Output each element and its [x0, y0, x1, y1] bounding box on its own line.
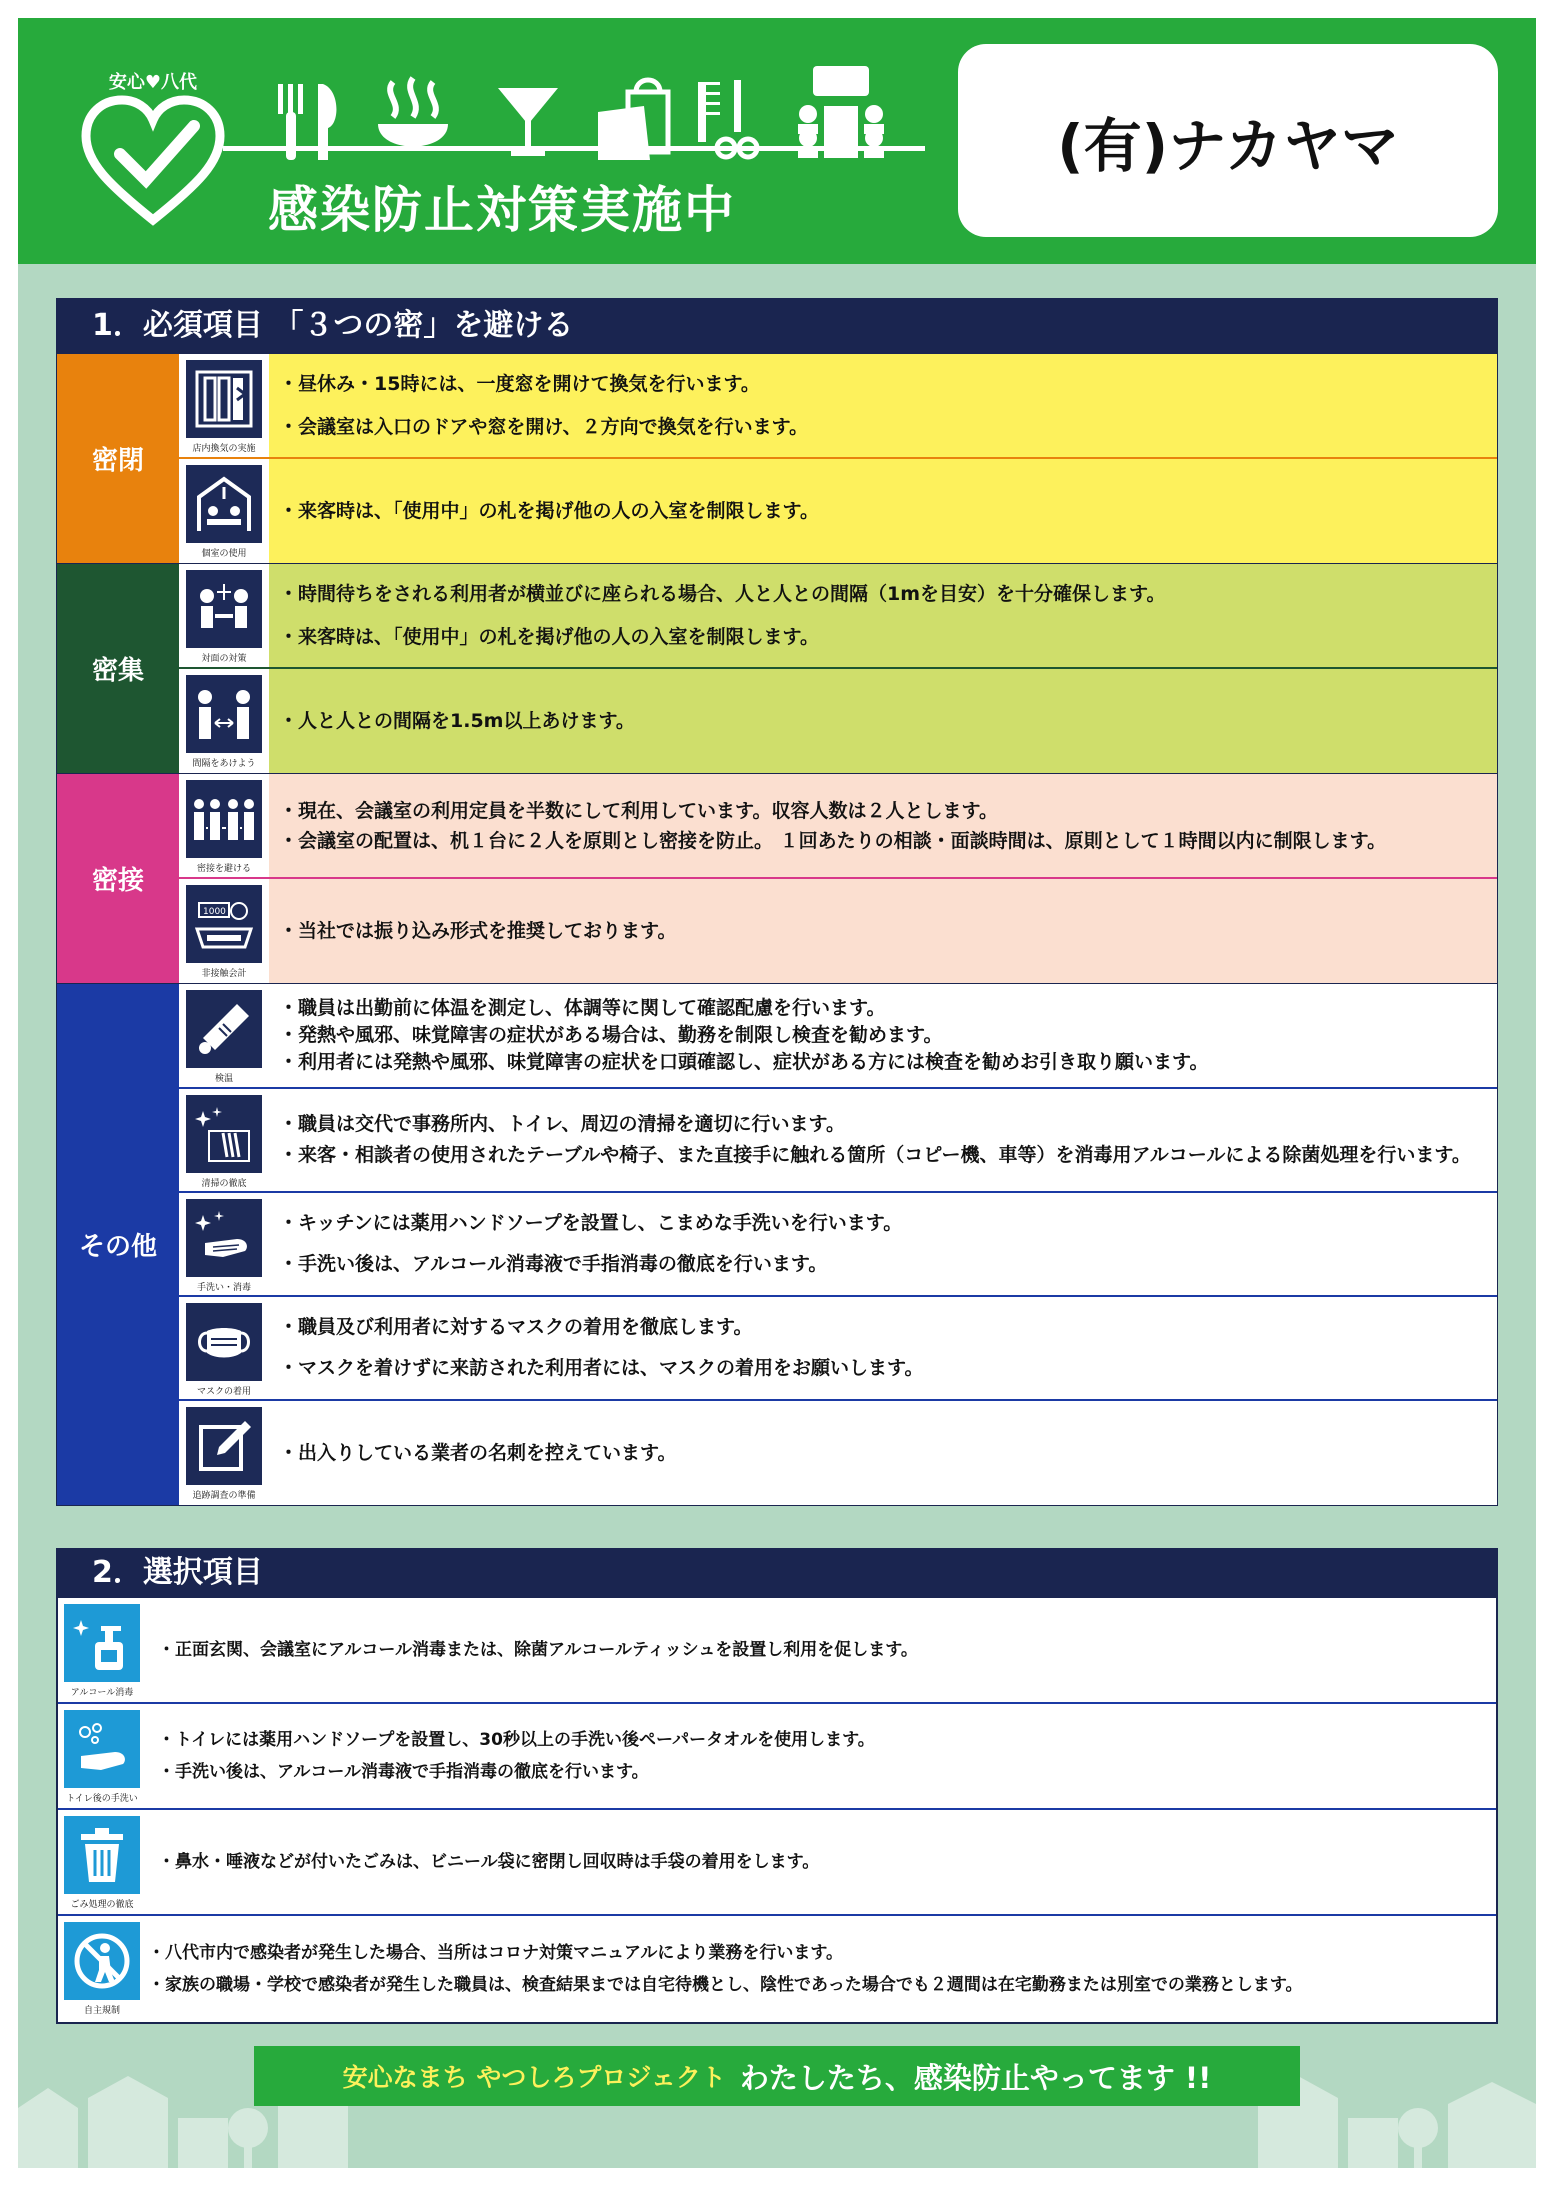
heart-check-icon [78, 92, 228, 232]
face-to-face-icon [186, 570, 262, 648]
group-label: その他 [57, 984, 179, 1505]
svg-text:1000: 1000 [203, 907, 226, 917]
optional-text: ・正面玄関、会議室にアルコール消毒または、除菌アルコールティッシュを設置し利用を促します。 [158, 1640, 918, 1660]
header-title: 感染防止対策実施中 [268, 181, 736, 239]
thermometer-icon [186, 990, 262, 1068]
footer-project: 安心なまち やつしろプロジェクト [342, 2063, 726, 2092]
measure-row [179, 669, 1497, 773]
toilet-hand-wash-icon [64, 1710, 140, 1788]
measure-text: ・会議室の配置は、机１台に２人を原則とし密接を防止。 １回あたりの相談・面談時間は、原則として１時間以内に制限します。 [279, 829, 1387, 852]
icon-caption: 店内換気の実施 [192, 444, 256, 454]
measure-text: ・来客時は、「使用中」の札を掲げ他の人の入室を制限します。 [279, 499, 819, 522]
icon-caption: 自主規制 [83, 2006, 120, 2016]
measure-text: ・来客・相談者の使用されたテーブルや椅子、また直接手に触れる箇所（コピー機、車等）を消毒用アルコールによる除菌処理を行います。 [279, 1144, 1471, 1166]
section-required-title: 1．必須項目 「３つの密」を避ける [56, 298, 1498, 354]
group-close-contact [56, 774, 1498, 984]
section-optional [56, 1548, 1498, 2024]
icon-caption: 非接触会計 [201, 969, 247, 979]
header-banner [18, 18, 1536, 264]
mask-icon [186, 1303, 262, 1381]
optional-text: ・トイレには薬用ハンドソープを設置し、30秒以上の手洗い後ペーパータオルを使用します。 [158, 1730, 875, 1750]
measure-text: ・キッチンには薬用ハンドソープを設置し、こまめな手洗いを行います。 [279, 1212, 903, 1234]
cashless-payment-icon [186, 885, 262, 963]
measure-row [179, 774, 1497, 879]
footer-slogan: わたしたち、感染防止やってます !! [739, 2060, 1212, 2095]
hand-washing-icon [186, 1199, 262, 1277]
section-required [56, 298, 1498, 1506]
icon-caption: 対面の対策 [201, 654, 247, 664]
measure-text: ・利用者には発熱や風邪、味覚障害の症状を口頭確認し、症状がある方には検査を勧めお引き取り願います。 [279, 1051, 1209, 1073]
optional-text: ・八代市内で感染者が発生した場合、当所はコロナ対策マニュアルにより業務を行います。 [148, 1943, 843, 1963]
icon-caption: 個室の使用 [201, 549, 247, 559]
window-ventilation-icon [186, 360, 262, 438]
measure-text: ・職員は出勤前に体温を測定し、体調等に関して確認配慮を行います。 [279, 997, 886, 1019]
icon-caption: アルコール消毒 [70, 1688, 134, 1698]
optional-text: ・手洗い後は、アルコール消毒液で手指消毒の徹底を行います。 [158, 1762, 649, 1782]
icon-caption: ごみ処理の徹底 [70, 1900, 134, 1910]
icon-caption: 手洗い・消毒 [196, 1283, 251, 1293]
measure-text: ・人と人との間隔を1.5m以上あけます。 [279, 709, 635, 732]
measure-row [179, 354, 1497, 459]
measure-text: ・時間待ちをされる利用者が横並びに座られる場合、人と人との間隔（1mを目安）を十分確保します。 [279, 582, 1166, 605]
measure-row [179, 564, 1497, 669]
private-room-icon [186, 465, 262, 543]
measure-text: ・会議室は入口のドアや窓を開け、２方向で換気を行います。 [279, 415, 809, 438]
icon-caption: 清掃の徹底 [201, 1179, 247, 1189]
group-closed-spaces [56, 354, 1498, 564]
optional-row [58, 1810, 1496, 1916]
group-crowded-places [56, 564, 1498, 774]
measure-row [179, 1401, 1497, 1505]
measure-text: ・現在、会議室の利用定員を半数にして利用しています。収容人数は２人とします。 [279, 799, 998, 822]
measure-text: ・職員は交代で事務所内、トイレ、周辺の清掃を適切に行います。 [279, 1113, 846, 1135]
social-distance-icon [186, 675, 262, 753]
logo-text: 安心♥八代 [108, 72, 198, 93]
header-divider [223, 146, 925, 151]
measure-text: ・昼休み・15時には、一度窓を開けて換気を行います。 [279, 372, 760, 395]
icon-caption: 追跡調査の準備 [192, 1491, 256, 1501]
cleaning-icon [186, 1095, 262, 1173]
avoid-close-contact-icon [186, 780, 262, 858]
measure-row [179, 984, 1497, 1089]
optional-text: ・鼻水・唾液などが付いたごみは、ビニール袋に密閉し回収時は手袋の着用をします。 [158, 1852, 820, 1872]
icon-caption: 密接を避ける [196, 864, 251, 874]
icon-caption: 間隔をあけよう [192, 759, 256, 769]
optional-row [58, 1916, 1496, 2022]
notebook-pen-icon [186, 1407, 262, 1485]
optional-row [58, 1704, 1496, 1810]
optional-row [58, 1598, 1496, 1704]
measure-row [179, 1193, 1497, 1297]
measure-row [179, 1089, 1497, 1193]
group-label: 密閉 [57, 354, 179, 563]
measure-text: ・マスクを着けずに来訪された利用者には、マスクの着用をお願いします。 [279, 1357, 924, 1379]
icon-caption: トイレ後の手洗い [66, 1794, 138, 1804]
alcohol-dispenser-icon [64, 1604, 140, 1682]
measure-text: ・来客時は、「使用中」の札を掲げ他の人の入室を制限します。 [279, 625, 819, 648]
measure-text: ・出入りしている業者の名刺を控えています。 [279, 1441, 677, 1464]
yatsushiro-logo [78, 68, 228, 228]
footer-banner [254, 2046, 1300, 2106]
measure-row [179, 879, 1497, 983]
optional-text: ・家族の職場・学校で感染者が発生した職員は、検査結果までは自宅待機とし、陰性であった場合でも２週間は在宅勤務または別室での業務とします。 [148, 1975, 1303, 1995]
group-label: 密接 [57, 774, 179, 983]
measure-text: ・職員及び利用者に対するマスクの着用を徹底します。 [279, 1316, 753, 1338]
group-other [56, 984, 1498, 1506]
measure-row [179, 459, 1497, 563]
measure-text: ・当社では振り込み形式を推奨しております。 [279, 919, 677, 942]
measure-text: ・発熱や風邪、味覚障害の症状がある場合は、勤務を制限し検査を勧めます。 [279, 1024, 943, 1046]
measure-text: ・手洗い後は、アルコール消毒液で手指消毒の徹底を行います。 [279, 1253, 828, 1275]
icon-caption: 検温 [214, 1074, 233, 1084]
section-optional-title: 2．選択項目 [56, 1548, 1498, 1598]
measure-row [179, 1297, 1497, 1401]
icon-caption: マスクの着用 [196, 1387, 251, 1397]
group-label: 密集 [57, 564, 179, 773]
poster [18, 18, 1536, 2168]
company-name: (有)ナカヤマ [958, 44, 1498, 237]
trash-can-icon [64, 1816, 140, 1894]
no-going-out-icon [64, 1922, 140, 2000]
